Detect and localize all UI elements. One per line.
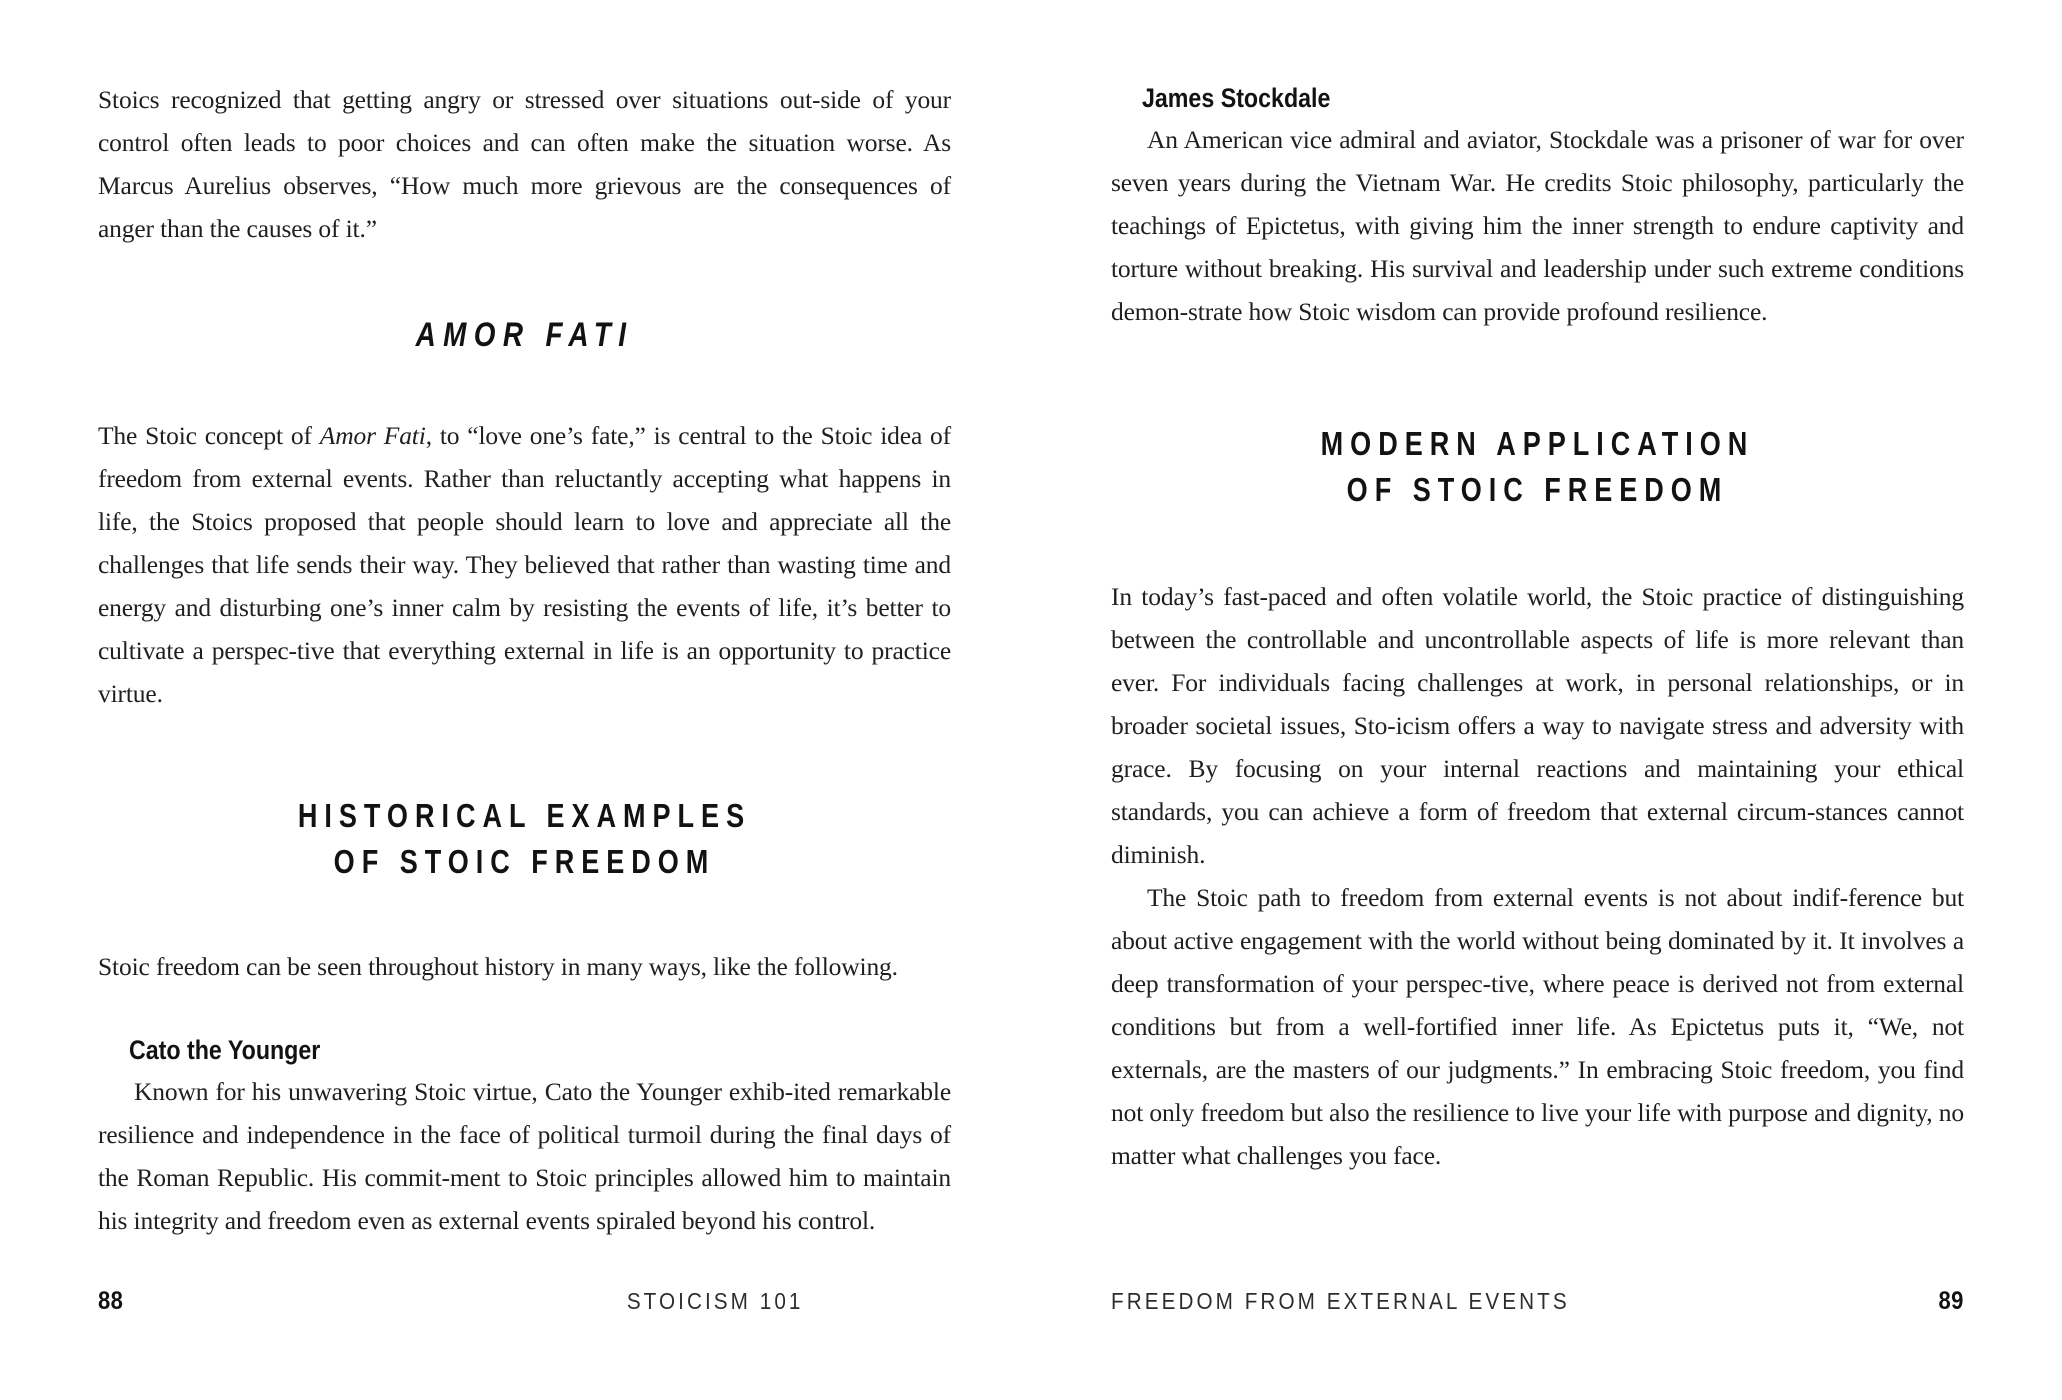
folio-left: 88 <box>98 1286 124 1315</box>
heading-modern-line-2: OF STOIC FREEDOM <box>1346 471 1729 508</box>
running-head-right: FREEDOM FROM EXTERNAL EVENTS <box>1111 1287 1570 1314</box>
right-column-content <box>1111 78 1964 1177</box>
term-amor-fati: Amor Fati <box>319 421 426 450</box>
heading-amor-fati <box>175 312 874 358</box>
left-paragraph-2-post: , to “love one’s fate,” is central to the Stoic idea of freedom from external events. Rather than reluctantly accepting what happens in life, the Stoics proposed that people should learn to love and appreciate all the challenges that life sends their way. They believed that rather than wasting time and energy and disturbing one’s inner calm by resisting the events of life, it’s better to cultivate a perspec-tive that everything external in life is an opportunity to practice virtue. <box>98 421 951 708</box>
left-page-footer <box>0 1286 1031 1316</box>
folio-right: 89 <box>1938 1286 1964 1315</box>
heading-historical-line-2: OF STOIC FREEDOM <box>333 843 716 880</box>
left-paragraph-2-pre: The Stoic concept of <box>98 421 320 450</box>
right-paragraph-1: An American vice admiral and aviator, Stockdale was a prisoner of war for over seven years during the Vietnam War. He credits Stoic philosophy, particularly the teachings of Epictetus, with giving him the inner strength to endure captivity and torture without breaking. His survival and leadership under such extreme conditions demon-strate how Stoic wisdom can provide profound resilience. <box>1111 125 1964 326</box>
spacer <box>98 715 951 793</box>
subhead-james-stockdale: James Stockdale <box>1141 83 1331 113</box>
right-paragraph-3: The Stoic path to freedom from external events is not about indif-ference but about active engagement with the world without being dominated by it. It involves a deep transformation of your perspec-tive, where peace is derived not from external conditions but from a well-fortified inner life. As Epictetus puts it, “We, not externals, are the masters of our judgments.” In embracing Stoic freedom, you find not only freedom but also the resilience to live your life with purpose and dignity, no matter what challenges you face. <box>1111 883 1964 1170</box>
left-paragraph-3: Stoic freedom can be seen throughout history in many ways, like the following. <box>98 952 898 981</box>
left-paragraph-4: Known for his unwavering Stoic virtue, Cato the Younger exhib-ited remarkable resilience and independence in the face of political turmoil during the final days of the Roman Republic. His commit-ment to Stoic principles allowed him to maintain his integrity and freedom even as external events spiraled beyond his control. <box>98 1077 951 1235</box>
running-head-left: STOICISM 101 <box>626 1287 804 1314</box>
spacer <box>98 885 951 945</box>
subhead-cato-the-younger: Cato the Younger <box>128 1035 321 1065</box>
heading-historical-examples <box>175 793 874 885</box>
page-right <box>1031 0 2062 1400</box>
heading-modern-line-1: MODERN APPLICATION <box>1320 425 1755 462</box>
spacer <box>98 250 951 312</box>
heading-modern-application <box>1188 421 1887 513</box>
spacer <box>98 358 951 414</box>
heading-amor-fati-line: AMOR FATI <box>415 316 634 354</box>
heading-historical-line-1: HISTORICAL EXAMPLES <box>297 797 752 834</box>
spacer <box>98 988 951 1030</box>
left-paragraph-2 <box>98 414 951 715</box>
left-paragraph-1: Stoics recognized that getting angry or stressed over situations out-side of your control often leads to poor choices and can often make the situation worse. As Marcus Aurelius observes, “How much more grievous are the consequences of anger than the causes of it.” <box>98 85 951 243</box>
spacer <box>1111 333 1964 421</box>
spacer <box>1111 513 1964 575</box>
right-paragraph-2: In today’s fast-paced and often volatile world, the Stoic practice of distinguishing between the controllable and uncontrollable aspects of life is more relevant than ever. For individuals facing challenges at work, in personal relationships, or in broader societal issues, Sto-icism offers a way to navigate stress and adversity with grace. By focusing on your internal reactions and maintaining your ethical standards, you can achieve a form of freedom that external circum-stances cannot diminish. <box>1111 582 1964 869</box>
left-column-content <box>98 78 951 1242</box>
right-page-footer <box>1031 1286 2062 1316</box>
